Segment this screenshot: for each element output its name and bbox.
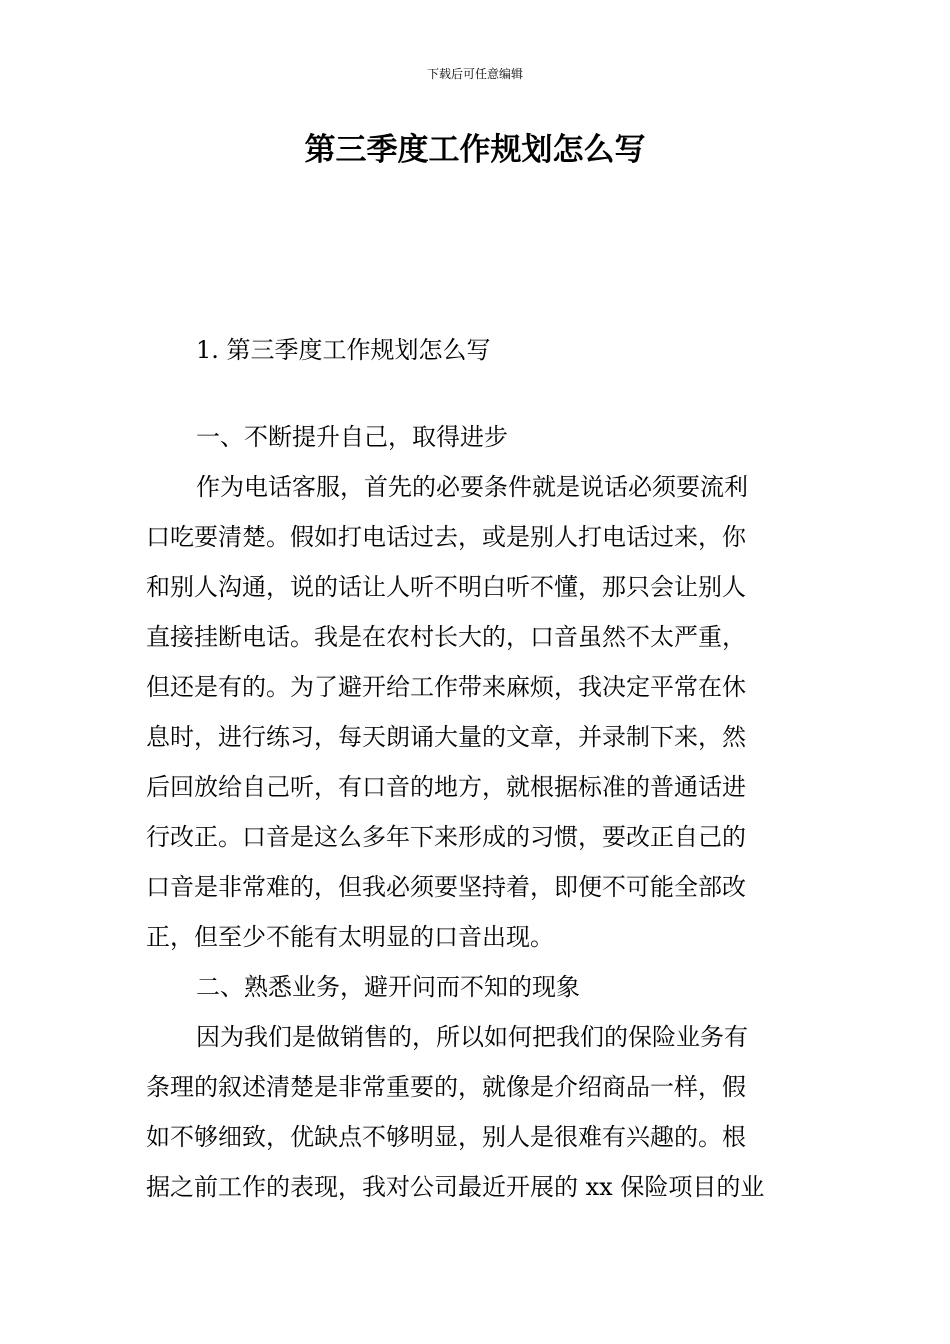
paragraph-line: 息时，进行练习，每天朗诵大量的文章，并录制下来，然 — [146, 723, 746, 751]
paragraph-line: 正，但至少不能有太明显的口音出现。 — [146, 923, 554, 951]
section-heading-1: 一、不断提升自己，取得进步 — [196, 423, 508, 451]
header-note: 下载后可任意编辑 — [426, 67, 523, 81]
paragraph-line: 作为电话客服，首先的必要条件就是说话必须要流利 — [196, 473, 748, 501]
paragraph-line: 后回放给自己听，有口音的地方，就根据标准的普通话进 — [146, 773, 746, 801]
subtitle: 1. 第三季度工作规划怎么写 — [196, 336, 491, 364]
paragraph-line: 因为我们是做销售的，所以如何把我们的保险业务有 — [196, 1023, 748, 1051]
paragraph-line: 直接挂断电话。我是在农村长大的，口音虽然不太严重， — [146, 623, 746, 651]
section-heading-2: 二、熟悉业务，避开问而不知的现象 — [196, 973, 580, 1001]
paragraph-line: 口吃要清楚。假如打电话过去，或是别人打电话过来，你 — [146, 523, 746, 551]
spacer — [146, 375, 806, 412]
paragraph-line: 如不够细致，优缺点不够明显，别人是很难有兴趣的。根 — [146, 1123, 746, 1151]
paragraph-line: 和别人沟通，说的话让人听不明白听不懂，那只会让别人 — [146, 573, 746, 601]
document-body — [146, 325, 806, 1212]
paragraph-line: 据之前工作的表现，我对公司最近开展的 xx 保险项目的业 — [146, 1173, 765, 1201]
paragraph-line: 条理的叙述清楚是非常重要的，就像是介绍商品一样，假 — [146, 1073, 746, 1101]
paragraph-line: 行改正。口音是这么多年下来形成的习惯，要改正自己的 — [146, 823, 746, 851]
paragraph-line: 但还是有的。为了避开给工作带来麻烦，我决定平常在休 — [146, 673, 746, 701]
document-title: 第三季度工作规划怎么写 — [304, 132, 646, 168]
paragraph-line: 口音是非常难的，但我必须要坚持着，即便不可能全部改 — [146, 873, 746, 901]
